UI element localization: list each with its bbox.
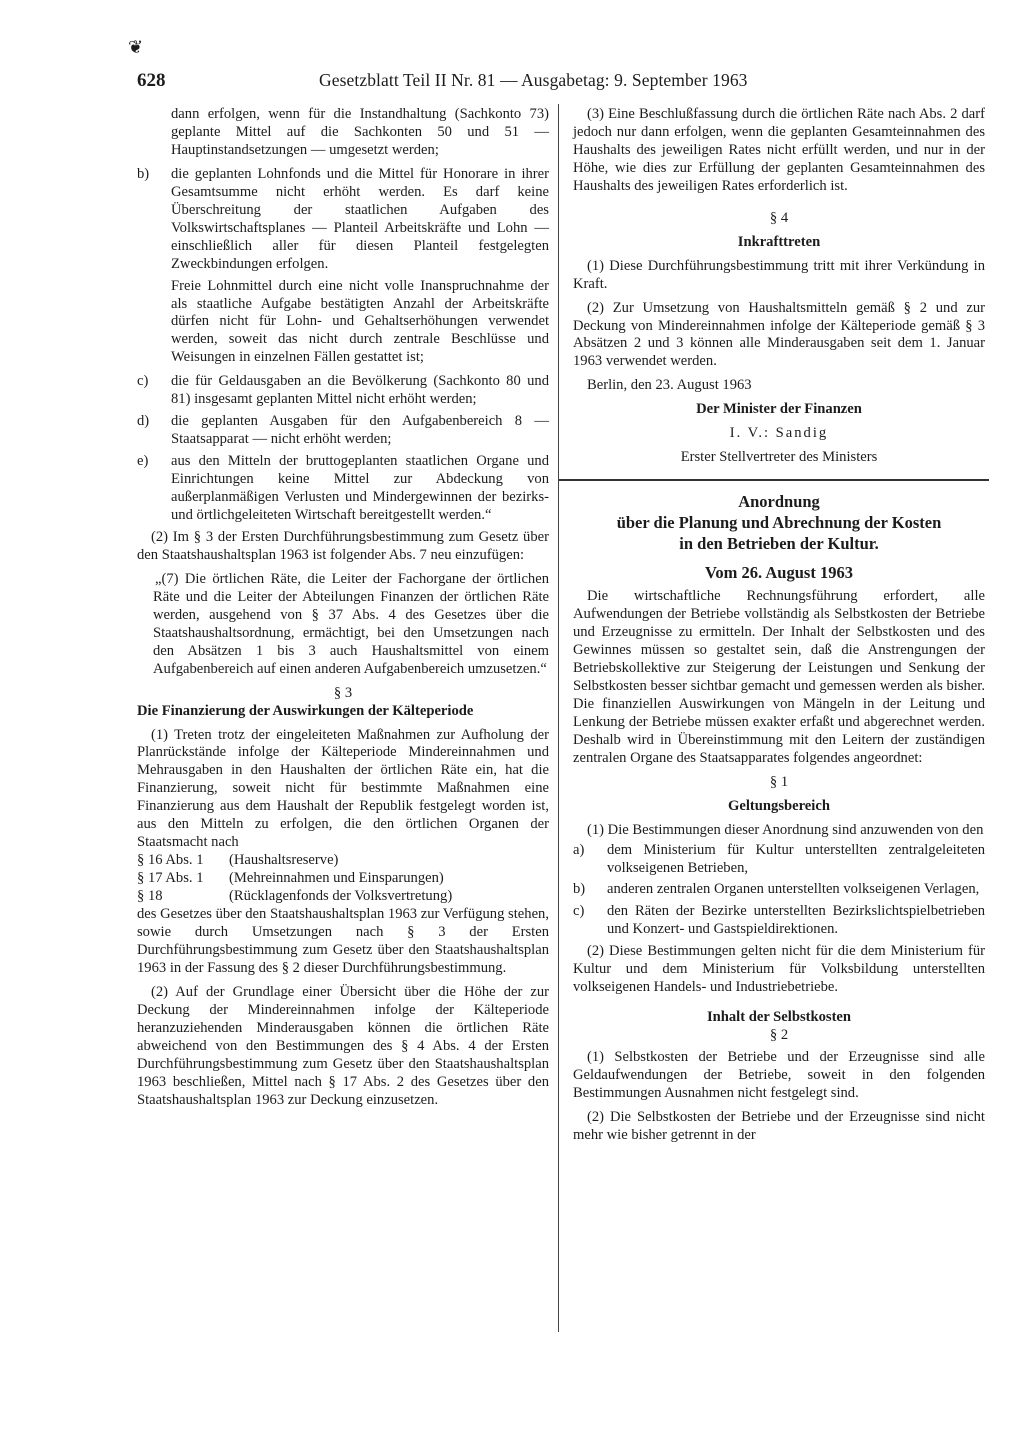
paragraph-a-continuation: dann erfolgen, wenn für die Instandhaltung (Sachkonto 73) geplante Mittel auf die Sachkonten 50 und 51 — Hauptinstandsetzungen — umgesetzt werden; (171, 106, 549, 158)
section-4-paragraph-2: (2) Zur Umsetzung von Haushaltsmitteln gemäß § 2 und zur Deckung von Mindereinnahmen infolge der Kälteperiode gemäß § 3 Absätzen 2 und 3 können alle Minderausgaben seit dem 1. Januar 1963 verwendet werden. (573, 299, 985, 370)
list-label: d) (137, 413, 150, 430)
list-item-d (137, 413, 549, 449)
section-3-paragraph-1: (1) Treten trotz der eingeleiteten Maßnahmen zur Aufholung der Planrückstände infolge der Kälteperiode Mindereinnahmen und Mehrausgaben in den Haushalten der örtlichen Räte ein, hat die Finanzierung, soweit nicht für bestimmte Maßnahmen eine Finanzierung aus dem Haushalt der Republik festgelegt worden ist, aus den Mitteln zu erfolgen, die den örtlichen Organen der Staatsmacht nach (137, 726, 549, 851)
list-item-c (137, 373, 549, 409)
section-4-title: Inkrafttreten (737, 233, 821, 250)
section-1-title: Geltungsbereich (728, 797, 830, 814)
law-paragraph: § 16 Abs. 1 (137, 852, 204, 869)
paragraph-2: (2) Im § 3 der Ersten Durchführungsbestimmung zum Gesetz über den Staatshaushaltsplan 1963 ist folgender Abs. 7 neu einzufügen: (137, 528, 549, 563)
list-label: b) (573, 881, 586, 898)
column-divider (558, 104, 559, 1332)
section-3-paragraph-2: (2) Auf der Grundlage einer Übersicht über die Höhe der zur Deckung der Mindereinnahmen infolge der Kälteperiode heranzuziehenden Minderausgaben können die örtlichen Räte abweichend von den Bestimmungen des § 4 Abs. 4 der Ersten Durchführungsbestimmung zum Gesetz über den Staatshaushaltsplan 1963 beschließen, Mittel nach § 17 Abs. 2 des Gesetzes über den Staatshaushaltsplan 1963 zur Deckung einzusetzen. (137, 983, 549, 1108)
list-text: aus den Mitteln der bruttogeplanten staatlichen Organe und Einrichtungen keine Mittel zur Abdeckung von außerplanmäßigen Verlusten und Mindergewinnen der bezirks- und örtlichgeleiteten Wirtschaft bereitgestellt werden.“ (171, 453, 549, 524)
list-label: b) (137, 165, 150, 182)
title-line: über die Planung und Abrechnung der Kosten (616, 513, 942, 533)
list-text: die geplanten Lohnfonds und die Mittel für Honorare in ihrer Gesamtsumme nicht erhöht werden. Es darf keine Überschreitung der staatlichen Aufgaben des Volkswirtschaftsplanes — Planteil Arbeitskräfte und Lohn — einschließlich aller für diesen Planteil festgelegten Zweckbindungen erfolgen. (171, 165, 549, 272)
list-label: c) (573, 903, 585, 920)
list-text: dem Ministerium für Kultur unterstellten zentralgeleiteten volkseigenen Betrieben, (607, 841, 985, 876)
signer-title: Der Minister der Finanzen (696, 401, 862, 418)
document-title (573, 491, 985, 554)
section-2-heading: § 2 (769, 1027, 789, 1044)
section-1-heading: § 1 (769, 773, 789, 790)
right-column (573, 106, 985, 1151)
section-4-paragraph-1: (1) Diese Durchführungsbestimmung tritt mit ihrer Verkündung in Kraft. (573, 257, 985, 292)
section-divider (559, 479, 989, 481)
section-3-paragraph-1-end: des Gesetzes über den Staatshaushaltsplan 1963 zur Verfügung stehen, sowie durch Umsetzungen nach § 3 der Ersten Durchführungsbestimmung zum Gesetz über den Staatshaushaltsplan 1963 in der Fassung des § 2 dieser Durchführungsbestimmung. (137, 906, 549, 976)
list-item-b (137, 166, 549, 274)
document-date: Vom 26. August 1963 (705, 563, 853, 583)
signature-date: Berlin, den 23. August 1963 (587, 377, 752, 394)
page-header (137, 70, 990, 96)
list-label: e) (137, 453, 149, 470)
section-3-heading: § 3 (333, 684, 353, 701)
section-1-paragraph-2: (2) Diese Bestimmungen gelten nicht für die dem Ministerium für Kultur und dem Ministerium für Volksbildung unterstellten volkseigenen Handels- und Industriebetriebe. (573, 943, 985, 996)
law-paragraph: § 17 Abs. 1 (137, 870, 204, 887)
signer-role: Erster Stellvertreter des Ministers (680, 449, 878, 466)
section-1-paragraph-1: (1) Die Bestimmungen dieser Anordnung sind anzuwenden von den (587, 821, 984, 838)
law-paragraph: § 18 (137, 888, 163, 905)
section-2-title: Inhalt der Selbstkosten (706, 1009, 852, 1026)
section-3-title: Die Finanzierung der Auswirkungen der Kälteperiode (137, 702, 474, 719)
law-description: (Haushaltsreserve) (229, 852, 339, 869)
quoted-paragraph-7: „(7) Die örtlichen Räte, die Leiter der Fachorgane der örtlichen Räte und die Leiter der Abteilungen Finanzen der örtlichen Räte werden, ausgehend von § 37 Abs. 4 des Gesetzes über die Staatshaushaltsordnung, ermächtigt, bei den Umsetzungen nach den Absätzen 1 bis 3 auch Haushaltsmittel von einem Aufgabenbereich auf einen anderen Aufgabenbereich umzusetzen.“ (153, 570, 549, 677)
running-head: Gesetzblatt Teil II Nr. 81 — Ausgabetag: 9. September 1963 (319, 70, 748, 90)
section-2-paragraph-2: (2) Die Selbstkosten der Betriebe und der Erzeugnisse sind nicht mehr wie bisher getrennt in der (573, 1108, 985, 1143)
law-description: (Mehreinnahmen und Einsparungen) (229, 870, 444, 887)
section-4-heading: § 4 (769, 209, 789, 226)
list-text: den Räten der Bezirke unterstellten Bezirkslichtspielbetrieben und Konzert- und Gastspieldirektionen. (607, 903, 985, 938)
list-item-a (573, 842, 985, 878)
title-line: Anordnung (738, 492, 820, 512)
list-text: anderen zentralen Organen unterstellten volkseigenen Verlagen, (607, 881, 980, 898)
signer-name: I. V.: Sandig (729, 425, 829, 442)
law-reference-list (137, 852, 549, 906)
section-3-paragraph-3: (3) Eine Beschlußfassung durch die örtlichen Räte nach Abs. 2 darf jedoch nur dann erfolgen, wenn die geplanten Gesamteinnahmen des Haushalts des jeweiligen Rates nicht erfüllt werden, und nur in der Höhe, wie dies zur Erfüllung der geplanten Gesamteinnahmen des Haushalts des jeweiligen Rates erforderlich ist. (573, 106, 985, 194)
law-reference (137, 852, 549, 870)
list-text: die für Geldausgaben an die Bevölkerung (Sachkonto 80 und 81) insgesamt geplanten Mittel nicht erhöht werden; (171, 373, 549, 408)
preamble: Die wirtschaftliche Rechnungsführung erfordert, alle Aufwendungen der Betriebe vollständig als Selbstkosten der Betriebe und Erzeugnisse zu ermitteln. Der Inhalt der Selbstkosten und des Gewinnes müssen so gestaltet sein, daß die Anstrengungen der Betriebskollektive zur Steigerung der Leistungen und Senkung der Selbstkosten besser sichtbar gemacht und gemessen werden als bisher. Die finanziellen Auswirkungen von Mängeln in der Leitung und Lenkung der Betriebe müssen exakter erfaßt und abgerechnet werden. Deshalb wird in Übereinstimmung mit den Leitern der zuständigen zentralen Organe des Staatsapparates folgendes angeordnet: (573, 588, 985, 766)
section-2-paragraph-1: (1) Selbstkosten der Betriebe und der Erzeugnisse sind alle Geldaufwendungen der Betriebe, soweit in den folgenden Bestimmungen Ausnahmen nicht festgelegt sind. (573, 1049, 985, 1101)
list-text: die geplanten Ausgaben für den Aufgabenbereich 8 — Staatsapparat — nicht erhöht werden; (171, 413, 549, 448)
paragraph-b-continuation: Freie Lohnmittel durch eine nicht volle Inanspruchnahme der als staatliche Aufgabe bestätigten Anzahl der Arbeitskräfte dürfen nicht für Lohn- und Gehaltserhöhungen verwendet werden, soweit das nicht durch zentrale Beschlüsse und Weisungen in einzelnen Fällen gestattet ist; (171, 277, 549, 366)
law-reference (137, 888, 549, 906)
law-reference (137, 870, 549, 888)
list-item-e (137, 453, 549, 525)
list-item-c (573, 903, 985, 939)
printer-mark: ❦ (128, 37, 144, 57)
law-description: (Rücklagenfonds der Volksvertretung) (229, 888, 453, 905)
title-line: in den Betrieben der Kultur. (679, 534, 879, 554)
list-label: c) (137, 373, 149, 390)
page-number: 628 (137, 70, 166, 91)
left-column (137, 106, 549, 1116)
list-item-b (573, 881, 985, 899)
list-label: a) (573, 841, 585, 858)
